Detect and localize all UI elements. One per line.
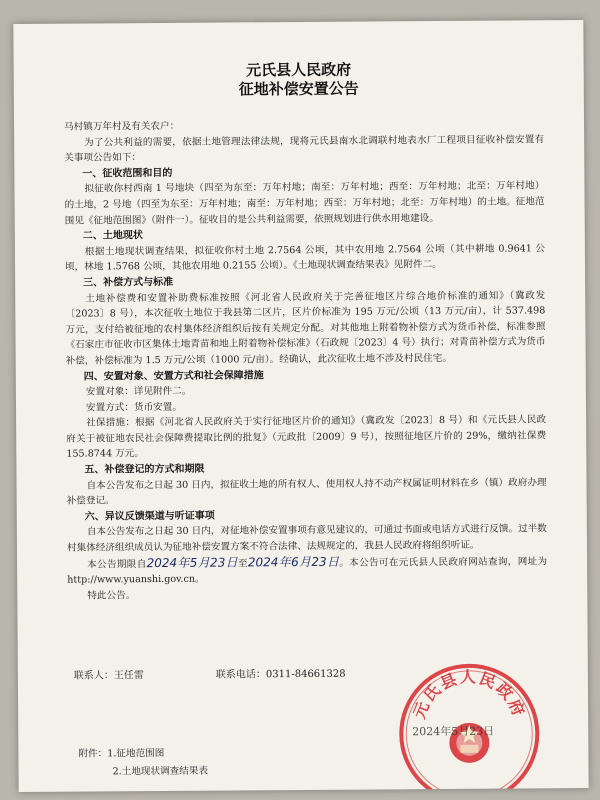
section-5-heading: 五、补偿登记的方式和期限 [84,463,205,476]
seal-text: 元氏县人民政府 [409,667,529,722]
contact-person-label: 联系人： [73,670,114,682]
title-line-1: 元氏县人民政府 [246,60,352,80]
notice-paper [13,20,588,792]
attachments-label: 附件： [78,748,108,760]
period-prefix: 本公告期限自 [87,558,147,571]
attachments [78,745,208,782]
section-3-heading: 三、补偿方式与标准 [83,276,174,289]
section-4-resettlement-method: 安置方式：货币安置。 [85,401,182,414]
period-end-handwritten: 2024年6月23日 [247,554,340,569]
period-mid: 至 [237,557,248,570]
svg-text:元氏县人民政府 [409,667,529,721]
section-2-body: 根据土地现状调查结果，拟征收你村土地 2.7564 公顷，其中农用地 2.7564 公顷（其中耕地 0.9641 公顷，林地 1.5768 公顷，其他农用地 0.2155 公顷）。《土地现状调查结果表》见附件二。 [64,243,545,273]
section-3-body: 土地补偿费和安置补助费标准按照《河北省人民政府关于完善征地区片综合地价标准的通知》（冀政发〔2023〕8 号），本次征收土地位于我县第二区片，区片价标准为 195 万元/公顷（13 万元/亩），计 537.498 万元，支付给被征地的农村集体经济组织后按有关规定分配。对其他地上附着物补偿方式为货币补偿，标准参照《石家庄市征收市区集体土地青苗和地上附着物补偿标准》（石政规〔2023〕4 号）执行；对青苗补偿方式为货币补偿，补偿标准为 1.5 万元/公顷（1000 元/亩）。经确认，此次征收土地不涉及村民住宅。 [65,289,546,367]
period-start-handwritten: 2024年5月23日 [146,555,238,570]
section-2-heading: 二、土地现状 [82,230,143,242]
section-6-heading: 六、异议反馈渠道与听证事项 [84,510,215,523]
section-4-heading: 四、安置对象、安置方式和社会保障措施 [83,369,264,383]
section-4-social-security: 社保措施：根据《河北省人民政府关于实行征地区片价的通知》（冀政发〔2023〕8 号）和《元氏县人民政府关于被征地农民社会保障费提取比例的批复》（元政批〔2009〕9 号），按照征地区片价的 29%，缴纳社保费 155.8744 万元。 [66,414,547,461]
title-line-2: 征地补偿安置公告 [238,79,359,99]
salutation: 马村镇万年村及有关农户： [64,120,180,133]
notice-period [67,553,547,589]
section-1-heading: 一、征收范围和目的 [82,167,173,180]
closing-text: 特此公告。 [87,589,136,602]
attachment-2: 2.土地现状调查结果表 [112,765,209,778]
contact-person: 王任雷 [113,670,144,682]
signature-date: 2024年5月23日 [412,724,495,739]
contact-phone-label: 联系电话： [215,669,266,681]
period-suffix: 。本公告可在元氏县人民政府网站查询，网址为 http://www.yuanshi.gov.cn。 [67,555,548,586]
notice-body [64,116,547,604]
attachment-1: 1.征地范围图 [107,747,165,760]
intro-paragraph: 为了公共利益的需要，依据土地管理法律法规，现将元氏县南水北调联村地表水厂工程项目征收补偿安置有关事项公告如下： [64,133,545,164]
section-6-body: 自本公告发布之日起 30 日内，对征地补偿安置事项有意见建议的，可通过书面或电话方式进行反馈。过半数村集体经济组织成员认为征地补偿安置方案不符合法律、法规规定的，我县人民政府将组织听证。 [66,523,547,554]
section-4-resettlement-objects: 安置对象：详见附件二。 [85,385,192,398]
contact-phone: 0311-84661328 [265,668,346,681]
section-1-body: 拟征收你村西南 1 号地块（四至为东至：万年村地；南至：万年村地；西至：万年村地；北至：万年村地）的土地，2 号地（四至为东至：万年村地；南至：万年村地；西至：万年村地；北至：万年村地）的土地。征地范围见《征地范围图》（附件一）。征收目的是公共利益需要，依照规划进行供水用地建设。 [64,180,545,227]
section-5-body: 自本公告发布之日起 30 日内，拟征收土地的所有权人、使用权人持不动产权属证明材料在乡（镇）政府办理补偿登记。 [66,476,547,507]
